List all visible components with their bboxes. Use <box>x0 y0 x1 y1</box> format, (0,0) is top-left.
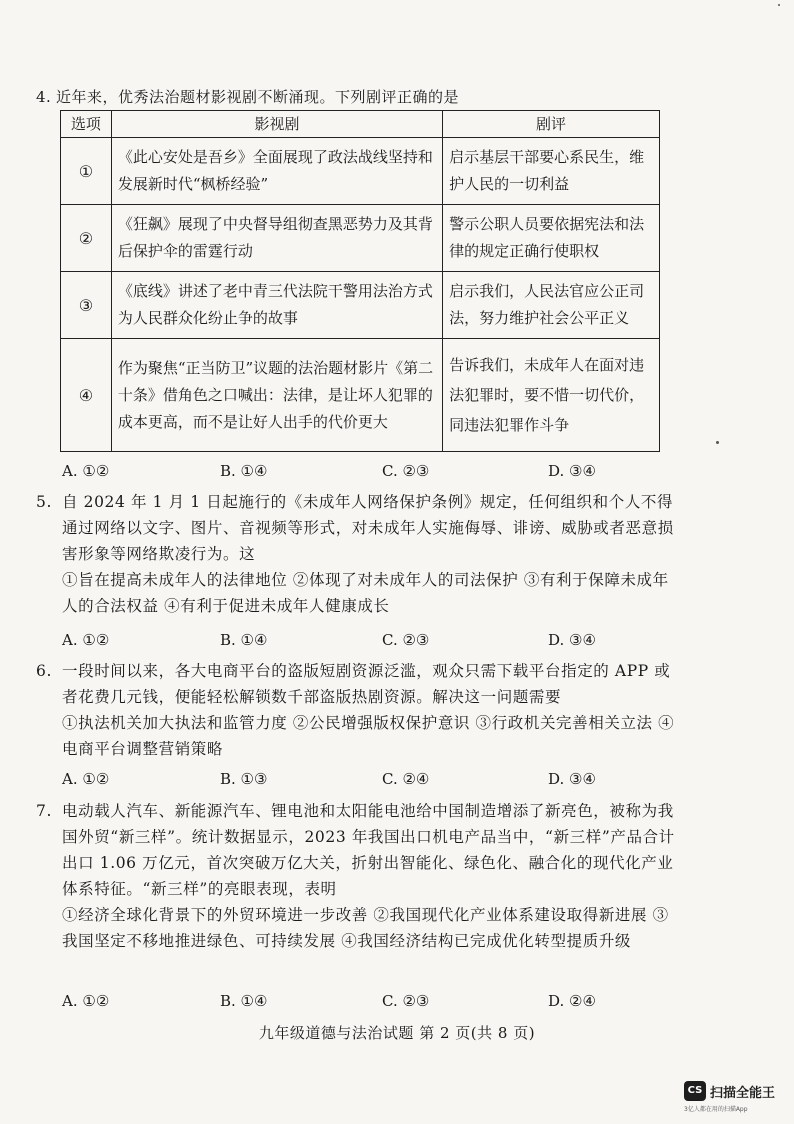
table-header: 影视剧 <box>111 111 442 138</box>
choice-d[interactable]: D. ③④ <box>548 631 596 649</box>
choice-c[interactable]: C. ②③ <box>382 462 430 480</box>
choice-a[interactable]: A. ①② <box>62 462 110 480</box>
choice-b[interactable]: B. ①④ <box>220 992 268 1010</box>
table-cell-option: ③ <box>61 272 112 339</box>
choice-a[interactable]: A. ①② <box>62 992 110 1010</box>
table-cell-comment: 警示公职人员要依据宪法和法律的规定正确行使职权 <box>443 205 660 272</box>
table-row <box>61 339 660 452</box>
choice-b[interactable]: B. ①④ <box>220 462 268 480</box>
table-row <box>61 205 660 272</box>
choice-a[interactable]: A. ①② <box>62 770 110 788</box>
question-options: ①执法机关加大执法和监管力度 ②公民增强版权保护意识 ③行政机关完善相关立法 ④电商平台调整营销策略 <box>62 714 675 758</box>
scanner-watermark <box>684 1081 784 1115</box>
choice-d[interactable]: D. ③④ <box>548 462 596 480</box>
table-cell-work: 作为聚焦“正当防卫”议题的法治题材影片《第二十条》借角色之口喊出：法律，是让坏人犯罪的成本更高，而不是让好人出手的代价更大 <box>111 339 442 452</box>
scan-speck <box>716 441 719 444</box>
camscanner-name: 扫描全能王 <box>710 1086 776 1101</box>
question-options: ①旨在提高未成年人的法律地位 ②体现了对未成年人的司法保护 ③有利于保障未成年人的合法权益 ④有利于促进未成年人健康成长 <box>62 571 669 615</box>
camscanner-logo-icon: CS <box>684 1081 706 1101</box>
table-cell-option: ② <box>61 205 112 272</box>
choice-d[interactable]: D. ③④ <box>548 770 596 788</box>
choice-b[interactable]: B. ①③ <box>220 770 268 788</box>
table-cell-comment: 启示基层干部要心系民生，维护人民的一切利益 <box>443 138 660 205</box>
table-cell-option: ④ <box>61 339 112 452</box>
question-7 <box>36 798 676 954</box>
choice-c[interactable]: C. ②③ <box>382 631 430 649</box>
table-cell-work: 《底线》讲述了老中青三代法院干警用法治方式为人民群众化纷止争的故事 <box>111 272 442 339</box>
choice-a[interactable]: A. ①② <box>62 631 110 649</box>
question-4-table <box>60 110 660 452</box>
choice-c[interactable]: C. ②④ <box>382 770 430 788</box>
choice-d[interactable]: D. ②④ <box>548 992 596 1010</box>
table-cell-option: ① <box>61 138 112 205</box>
page-footer: 九年级道德与法治试题 第 2 页(共 8 页) <box>258 1024 536 1042</box>
question-options: ①经济全球化背景下的外贸环境进一步改善 ②我国现代化产业体系建设取得新进展 ③我国坚定不移地推进绿色、可持续发展 ④我国经济结构已完成优化转型提质升级 <box>62 906 669 950</box>
table-row <box>61 272 660 339</box>
table-cell-comment: 告诉我们，未成年人在面对违法犯罪时，要不惜一切代价，同违法犯罪作斗争 <box>443 339 660 452</box>
camscanner-tagline: 3亿人都在用的扫描App <box>684 1106 748 1113</box>
choice-c[interactable]: C. ②③ <box>382 992 430 1010</box>
question-text: 近年来，优秀法治题材影视剧不断涌现。下列剧评正确的是 <box>56 88 460 106</box>
table-cell-comment: 启示我们，人民法官应公正司法，努力维护社会公平正义 <box>443 272 660 339</box>
table-cell-work: 《狂飙》展现了中央督导组彻查黑恶势力及其背后保护伞的雷霆行动 <box>111 205 442 272</box>
question-text: 一段时间以来，各大电商平台的盗版短剧资源泛滥，观众只需下载平台指定的 APP 或者花费几元钱，便能轻松解锁数千部盗版热剧资源。解决这一问题需要 <box>62 662 671 706</box>
table-header-row <box>61 111 660 138</box>
table-cell-work: 《此心安处是吾乡》全面展现了政法战线坚持和发展新时代“枫桥经验” <box>111 138 442 205</box>
question-number: 7. <box>36 802 52 820</box>
table-header: 选项 <box>61 111 112 138</box>
question-number: 5. <box>36 493 52 511</box>
question-text: 自 2024 年 1 月 1 日起施行的《未成年人网络保护条例》规定，任何组织和个人不得通过网络以文字、图片、音视频等形式，对未成年人实施侮辱、诽谤、威胁或者恶意损害形象等网络欺凌行为。这 <box>62 493 674 563</box>
question-6 <box>36 658 676 762</box>
question-text: 电动载人汽车、新能源汽车、锂电池和太阳能电池给中国制造增添了新亮色，被称为我国外贸“新三样”。统计数据显示，2023 年我国出口机电产品当中，“新三样”产品合计出口 1.06 万亿元，首次突破万亿大关，折射出智能化、绿色化、融合化的现代化产业体系特征。“新三样”的亮眼表现，表明 <box>62 802 675 898</box>
choice-b[interactable]: B. ①④ <box>220 631 268 649</box>
question-4-stem <box>36 86 459 107</box>
scan-speck <box>778 4 780 6</box>
question-number: 4. <box>36 88 52 106</box>
table-row <box>61 138 660 205</box>
question-5 <box>36 489 676 619</box>
table-header: 剧评 <box>443 111 660 138</box>
question-number: 6. <box>36 662 52 680</box>
